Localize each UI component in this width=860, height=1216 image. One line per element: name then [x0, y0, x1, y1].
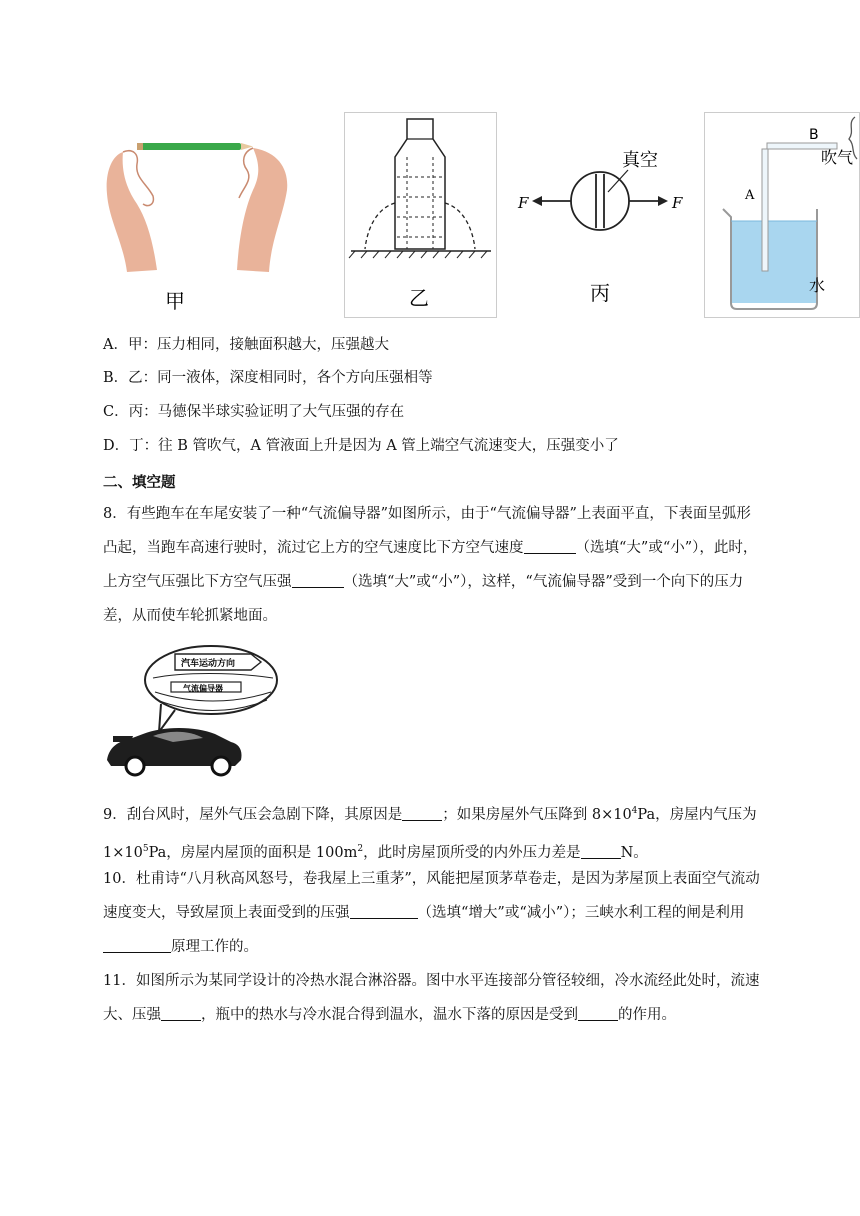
tube-a-label: A — [745, 188, 755, 203]
blow-label: 吹气 — [821, 148, 854, 167]
car-arrow-label: 汽车运动方向 — [181, 659, 236, 669]
q10-text-2: （选填“增大”或“减小”）；三峡水利工程的闸是利用 — [417, 905, 745, 921]
section-title: 二、填空题 — [103, 475, 176, 491]
vacuum-label: 真空 — [622, 150, 658, 171]
figure-jia — [103, 112, 300, 318]
q11-blank-2[interactable] — [578, 1004, 618, 1021]
figure-ding — [704, 112, 860, 318]
figure-car — [103, 642, 283, 784]
pencil-body — [141, 143, 241, 150]
q9-exp-1: 4 — [631, 806, 638, 816]
left-hand-shape — [107, 152, 157, 272]
water-fill — [731, 221, 817, 303]
figure-yi-caption: 乙 — [409, 286, 429, 310]
q8-text-3: （选填“大”或“小”），这样，“气流偏导器”受到一个向下的压力差，从而使车轮抓紧地面。 — [103, 574, 744, 624]
q11-text-1: 11．如图所示为某同学设计的冷热水混合淋浴器。图中水平连接部分管径较细，冷水流经此处时，流速大、压强 — [103, 973, 760, 1023]
option-a: A．甲：压力相同，接触面积越大，压强越大 — [103, 337, 389, 353]
force-left-label: F — [518, 194, 529, 212]
q9-text-6: N。 — [620, 845, 648, 861]
figure-yi — [344, 112, 497, 318]
front-wheel — [212, 757, 230, 775]
q9-text-1: 9．刮台风时，屋外气压会急剧下降，其原因是 — [103, 807, 403, 823]
q9-text-2: ；如果房屋外气压降到 8×10 — [442, 807, 632, 823]
option-d: D．丁：往 B 管吹气，A 管液面上升是因为 A 管上端空气流速变大，压强变小了 — [103, 438, 619, 454]
figure-jia-caption: 甲 — [165, 289, 185, 313]
q9-text-5: ，此时房屋顶所受的内外压力差是 — [363, 845, 581, 861]
tube-b-label: B — [809, 127, 819, 143]
q9-text-3: Pa，房屋内气压为 1×10 — [103, 807, 757, 861]
q8-blank-1[interactable] — [524, 537, 576, 554]
q9-exp-2: 5 — [142, 844, 149, 854]
q9-text-4: Pa，房屋内屋顶的面积是 100m — [148, 845, 358, 861]
water-label: 水 — [809, 276, 826, 295]
car-device-label: 气流偏导器 — [183, 684, 223, 693]
q11-text-3: 的作用。 — [618, 1007, 676, 1023]
option-b: B．乙：同一液体，深度相同时，各个方向压强相等 — [103, 370, 433, 386]
q8-blank-2[interactable] — [292, 571, 344, 588]
left-arrow-icon — [532, 196, 542, 206]
q10-text-1: 10．杜甫诗“八月秋高风怒号，卷我屋上三重茅”，风能把屋顶茅草卷走，是因为茅屋顶上表面空气流动速度变大，导致屋顶上表面受到的压强 — [103, 871, 760, 921]
q8-text-2: （选填“大”或“小”），此时，上方空气压强比下方空气压强 — [103, 540, 758, 590]
q11-text-2: ，瓶中的热水与冷水混合得到温水，温水下落的原因是受到 — [201, 1007, 578, 1023]
rear-wheel — [126, 757, 144, 775]
q11-blank-1[interactable] — [161, 1004, 201, 1021]
figure-bing-caption: 丙 — [590, 281, 610, 305]
question-11 — [103, 964, 763, 1032]
figure-bing — [510, 112, 692, 318]
q10-blank-1[interactable] — [350, 902, 418, 919]
question-9 — [103, 794, 763, 870]
question-10 — [103, 862, 763, 964]
q9-blank-2[interactable] — [581, 842, 621, 859]
q9-blank-1[interactable] — [402, 804, 442, 821]
q8-text-1: 8．有些跑车在车尾安装了一种“气流偏导器”如图所示，由于“气流偏导器”上表面平直，下表面呈弧形凸起，当跑车高速行驶时，流过它上方的空气速度比下方空气速度 — [103, 506, 751, 556]
q9-exp-3: 2 — [357, 844, 364, 854]
q10-text-3: 原理工作的。 — [171, 939, 258, 955]
question-8 — [103, 497, 763, 633]
force-right-label: F — [672, 194, 683, 212]
hemisphere-circle — [571, 172, 629, 230]
option-c: C．丙：马德保半球实验证明了大气压强的存在 — [103, 404, 405, 420]
q10-blank-2[interactable] — [103, 936, 171, 953]
right-arrow-icon — [658, 196, 668, 206]
